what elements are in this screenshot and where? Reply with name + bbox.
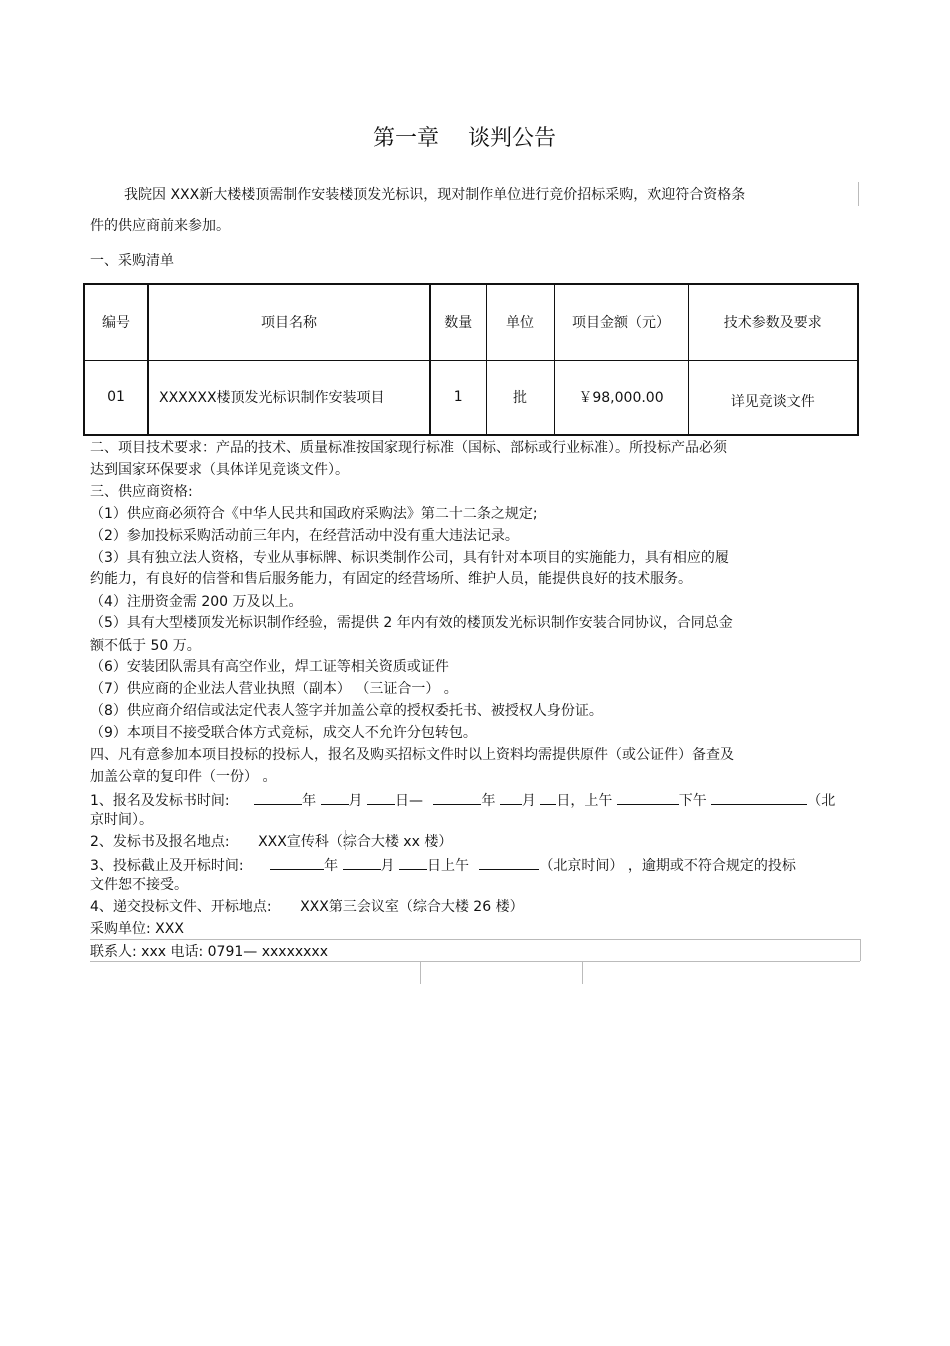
- table-row: [84, 360, 858, 435]
- procurement-table: [83, 283, 859, 436]
- bid-opening-label: 4、递交投标文件、开标地点:: [90, 899, 272, 915]
- qualification-3a: （3）具有独立法人资格，专业从事标牌、标识类制作公司，具有针对本项目的实施能力，具有相应的履: [90, 550, 729, 566]
- section-3-heading: 三、供应商资格:: [90, 484, 193, 500]
- table-cell: XXXXXX楼顶发光标识制作安装项目: [148, 360, 430, 435]
- qualification-7: （7）供应商的企业法人营业执照（副本） （三证合一） 。: [90, 681, 458, 697]
- month-label: 月: [380, 858, 395, 874]
- bid-deadline-line: [90, 855, 796, 875]
- blank: [399, 855, 427, 870]
- blank: [479, 855, 539, 870]
- bid-deadline-line-2: 文件恕不接受。: [90, 877, 188, 893]
- blank: [367, 790, 395, 805]
- blank: [711, 790, 807, 805]
- blank: [433, 790, 481, 805]
- table-cell: 详见竞谈文件: [688, 360, 858, 435]
- buyer-line: 采购单位: XXX: [90, 921, 184, 937]
- registration-place-line: [90, 833, 452, 851]
- section-4-line-2: 加盖公章的复印件（一份） 。: [90, 769, 277, 785]
- footer-divider: [860, 939, 861, 961]
- registration-time-line-2: 京时间）。: [90, 812, 153, 828]
- section-2-line-2: 达到国家环保要求（具体详见竞谈文件）。: [90, 462, 349, 478]
- qualification-1: （1）供应商必须符合《中华人民共和国政府采购法》第二十二条之规定;: [90, 506, 538, 522]
- blank: [270, 855, 324, 870]
- registration-place-label: 2、发标书及报名地点:: [90, 834, 230, 850]
- blank: [540, 790, 556, 805]
- year-label: 年: [481, 793, 496, 809]
- table-cell: ￥98,000.00: [554, 360, 688, 435]
- registration-time-line: [90, 790, 835, 810]
- intro-line-2: 件的供应商前来参加。: [90, 218, 230, 234]
- qualification-5b: 额不低于 50 万。: [90, 638, 201, 654]
- qualification-6: （6）安装团队需具有高空作业，焊工证等相关资质或证件: [90, 659, 449, 675]
- table-cell: 1: [430, 360, 486, 435]
- header-cell: 项目金额（元）: [554, 284, 688, 360]
- section-2-line-1: 二、项目技术要求：产品的技术、质量标准按国家现行标准（国标、部标或行业标准）。所投标产品必须: [90, 440, 727, 456]
- section-1-heading: 一、采购清单: [90, 253, 174, 269]
- qualification-9: （9）本项目不接受联合体方式竞标，成交人不允许分包转包。: [90, 725, 477, 741]
- day-label: 日—: [394, 793, 423, 809]
- qualification-2: （2）参加投标采购活动前三年内，在经营活动中没有重大违法记录。: [90, 528, 519, 544]
- blank: [500, 790, 522, 805]
- header-cell: 数量: [430, 284, 486, 360]
- blank: [343, 855, 381, 870]
- month-label: 月: [348, 793, 363, 809]
- pm-label: 下午: [678, 793, 707, 809]
- header-cell: 项目名称: [148, 284, 430, 360]
- header-cell: 编号: [84, 284, 148, 360]
- footer-divider: [420, 962, 421, 984]
- bid-opening-line: [90, 898, 524, 916]
- margin-mark: [345, 830, 346, 850]
- year-label: 年: [302, 793, 317, 809]
- margin-mark: [858, 182, 859, 206]
- table-cell: 01: [84, 360, 148, 435]
- footer-rule-top: [90, 939, 860, 940]
- blank: [254, 790, 302, 805]
- blank: [617, 790, 679, 805]
- bid-opening-place: XXX第三会议室（综合大楼 26 楼）: [300, 899, 524, 915]
- footer-rule-bottom: [90, 961, 860, 962]
- footer-divider: [582, 962, 583, 984]
- header-cell: 技术参数及要求: [688, 284, 858, 360]
- page-title: 第一章 谈判公告: [373, 126, 556, 151]
- section-4-line-1: 四、凡有意参加本项目投标的投标人，报名及购买招标文件时以上资料均需提供原件（或公证件）备查及: [90, 747, 734, 763]
- qualification-8: （8）供应商介绍信或法定代表人签字并加盖公章的授权委托书、被授权人身份证。: [90, 703, 603, 719]
- blank: [321, 790, 349, 805]
- qualification-4: （4）注册资金需 200 万及以上。: [90, 594, 303, 610]
- year-label: 年: [324, 858, 339, 874]
- am-label: 日上午: [426, 858, 469, 874]
- bid-deadline-label: 3、投标截止及开标时间:: [90, 858, 244, 874]
- qualification-5a: （5）具有大型楼顶发光标识制作经验，需提供 2 年内有效的楼顶发光标识制作安装合同协议，合同总金: [90, 615, 733, 631]
- contact-line: 联系人: xxx 电话: 0791— xxxxxxxx: [90, 944, 328, 960]
- intro-line-1: 我院因 XXX新大楼楼顶需制作安装楼顶发光标识，现对制作单位进行竞价招标采购，欢迎符合资格条: [124, 187, 746, 203]
- day-label: 日，上午: [556, 793, 613, 809]
- month-label: 月: [521, 793, 536, 809]
- table-header-row: [84, 284, 858, 360]
- beijing-label: （北: [807, 793, 836, 809]
- table-cell: 批: [486, 360, 554, 435]
- qualification-3b: 约能力，有良好的信誉和售后服务能力，有固定的经营场所、维护人员，能提供良好的技术服务。: [90, 571, 692, 587]
- header-cell: 单位: [486, 284, 554, 360]
- bid-deadline-tail: （北京时间） ，逾期或不符合规定的投标: [539, 858, 796, 874]
- registration-place-value: XXX宣传科（综合大楼 xx 楼）: [258, 834, 453, 850]
- registration-time-label: 1、报名及发标书时间:: [90, 793, 230, 809]
